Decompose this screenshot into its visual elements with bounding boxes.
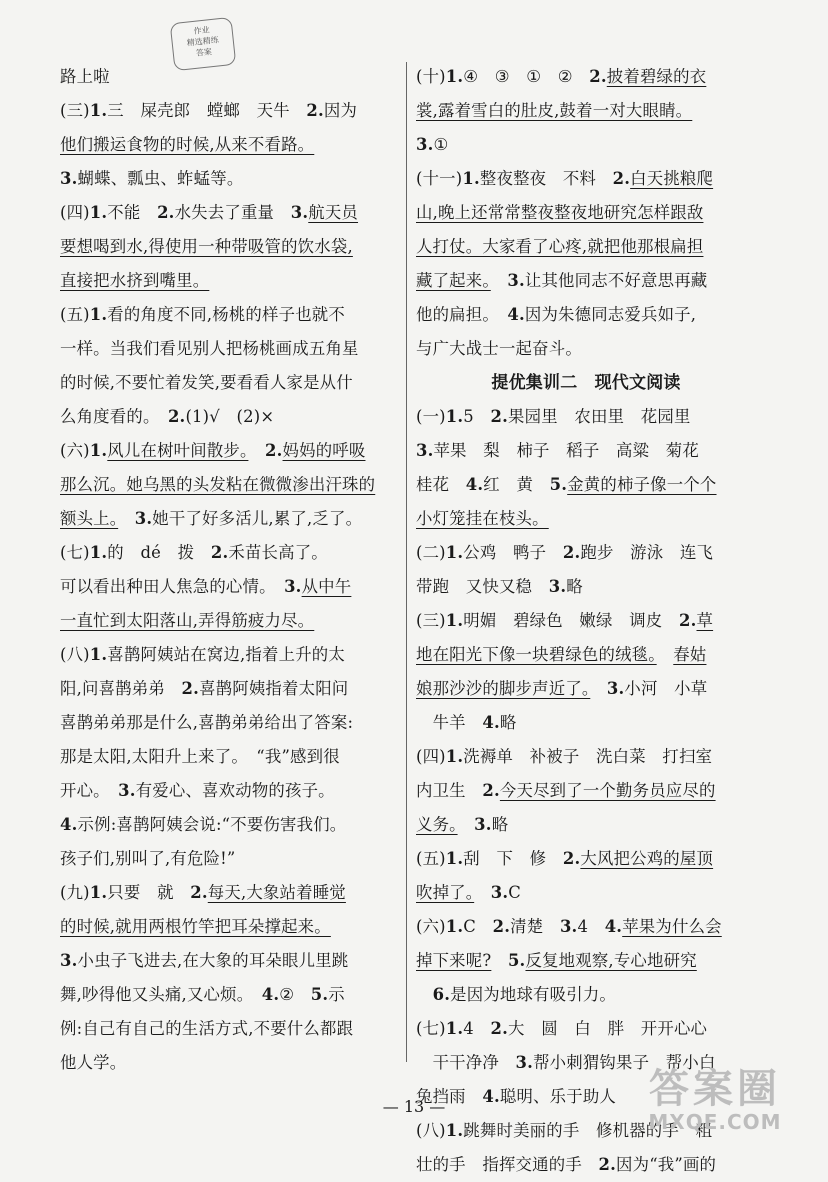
right-line: 吹掉了。 3.C <box>416 883 522 902</box>
left-line: 一样。当我们看见别人把杨桃画成五角星 <box>60 339 359 358</box>
right-line: 小灯笼挂在枝头。 <box>416 509 549 528</box>
right-line: 6.是因为地球有吸引力。 <box>432 985 617 1004</box>
right-line: (五)1.刮 下 修 2.大风把公鸡的屋顶 <box>416 849 714 868</box>
right-line: 3.苹果 梨 柿子 稻子 高粱 菊花 <box>416 441 699 460</box>
left-line: 要想喝到水,得使用一种带吸管的饮水袋, <box>60 237 353 256</box>
left-line: (九)1.只要 就 2.每天,大象站着睡觉 <box>60 883 346 902</box>
right-line: 提优集训二 现代文阅读 <box>491 373 681 393</box>
left-line: 路上啦 <box>60 67 110 86</box>
left-line: 那么沉。她乌黑的头发粘在微微渗出汗珠的 <box>60 475 376 494</box>
left-line: (六)1.风儿在树叶间散步。 2.妈妈的呼吸 <box>60 441 366 460</box>
right-line: 地在阳光下像一块碧绿色的绒毯。 春姑 <box>416 645 707 664</box>
stamp-logo: 作业 精选精练 答案 <box>170 17 237 71</box>
left-line: 他们搬运食物的时候,从来不看路。 <box>60 135 315 154</box>
left-line: 喜鹊弟弟那是什么,喜鹊弟弟给出了答案: <box>60 713 354 732</box>
right-line: (七)1.4 2.大 圆 白 胖 开开心心 <box>416 1019 708 1038</box>
left-line: 额头上。 3.她干了好多活儿,累了,乏了。 <box>60 509 363 528</box>
left-line: (五)1.看的角度不同,杨桃的样子也就不 <box>60 305 345 324</box>
right-line: 3.① <box>416 135 449 154</box>
right-line: 桂花 4.红 黄 5.金黄的柿子像一个个 <box>416 475 717 494</box>
right-line: 藏了起来。 3.让其他同志不好意思再藏 <box>416 271 708 290</box>
right-line: (一)1.5 2.果园里 农田里 花园里 <box>416 407 691 426</box>
left-line: (三)1.三 屎壳郎 螳螂 天牛 2.因为 <box>60 101 358 120</box>
left-line: 舞,吵得他又头痛,又心烦。 4.② 5.示 <box>60 985 345 1004</box>
right-line: 带跑 又快又稳 3.略 <box>416 577 583 596</box>
left-line: 那是太阳,太阳升上来了。 “我”感到很 <box>60 747 340 766</box>
column-divider <box>406 62 407 1062</box>
right-line: (十一)1.整夜整夜 不料 2.白天挑粮爬 <box>416 169 714 188</box>
right-line: (十)1.④ ③ ① ② 2.披着碧绿的衣 <box>416 67 707 86</box>
right-line: (六)1.C 2.清楚 3.4 4.苹果为什么会 <box>416 917 722 936</box>
left-line: 直接把水挤到嘴里。 <box>60 271 210 290</box>
right-line: (四)1.洗褥单 补被子 洗白菜 打扫室 <box>416 747 713 766</box>
left-line: 开心。 3.有爱心、喜欢动物的孩子。 <box>60 781 335 800</box>
right-line: 与广大战士一起奋斗。 <box>416 339 582 358</box>
left-line: (七)1.的 dé 拨 2.禾苗长高了。 <box>60 543 328 562</box>
left-line: 么角度看的。 2.(1)√ (2)× <box>60 407 275 426</box>
right-line: (三)1.明媚 碧绿色 嫩绿 调皮 2.草 <box>416 611 714 630</box>
right-line: 裳,露着雪白的肚皮,鼓着一对大眼睛。 <box>416 101 693 120</box>
left-line: 的时候,不要忙着发笑,要看看人家是从什 <box>60 373 353 392</box>
left-line: 可以看出种田人焦急的心情。 3.从中午 <box>60 577 352 596</box>
right-line: 内卫生 2.今天尽到了一个勤务员应尽的 <box>416 781 716 800</box>
right-line: (八)1.跳舞时美丽的手 修机器的手 粗 <box>416 1121 713 1140</box>
right-line: 兔挡雨 4.聪明、乐于助人 <box>416 1087 617 1106</box>
left-line: (四)1.不能 2.水失去了重量 3.航天员 <box>60 203 359 222</box>
left-line: 4.示例:喜鹊阿姨会说:“不要伤害我们。 <box>60 815 347 834</box>
right-line: 掉下来呢? 5.反复地观察,专心地研究 <box>416 951 697 970</box>
left-line: 例:自己有自己的生活方式,不要什么都跟 <box>60 1019 354 1038</box>
right-line: 他的扁担。 4.因为朱德同志爱兵如子, <box>416 305 697 324</box>
right-column <box>416 60 756 1182</box>
left-column <box>60 60 405 1080</box>
right-line: 牛羊 4.略 <box>416 713 517 732</box>
right-line: 义务。 3.略 <box>416 815 509 834</box>
left-line: 孩子们,别叫了,有危险!” <box>60 849 236 868</box>
right-line: 娘那沙沙的脚步声近了。 3.小河 小草 <box>416 679 708 698</box>
right-line: 山,晚上还常常整夜整夜地研究怎样跟敌 <box>416 203 704 222</box>
right-line: 干干净净 3.帮小刺猬钩果子 帮小白 <box>416 1053 716 1072</box>
left-line: 的时候,就用两根竹竿把耳朵撑起来。 <box>60 917 331 936</box>
left-line: (八)1.喜鹊阿姨站在窝边,指着上升的太 <box>60 645 345 664</box>
left-line: 3.蝴蝶、瓢虫、蚱蜢等。 <box>60 169 244 188</box>
right-line: (二)1.公鸡 鸭子 2.跑步 游泳 连飞 <box>416 543 714 562</box>
right-line: 人打仗。大家看了心疼,就把他那根扁担 <box>416 237 704 256</box>
page-number: — 13 — <box>382 1097 446 1116</box>
left-line: 阳,问喜鹊弟弟 2.喜鹊阿姨指着太阳问 <box>60 679 349 698</box>
left-line: 他人学。 <box>60 1053 127 1072</box>
left-line: 一直忙到太阳落山,弄得筋疲力尽。 <box>60 611 315 630</box>
right-line: 壮的手 指挥交通的手 2.因为“我”画的 <box>416 1155 717 1174</box>
left-line: 3.小虫子飞进去,在大象的耳朵眼儿里跳 <box>60 951 349 970</box>
watermark-logo: 答案圈 MXQE.COM <box>648 1066 782 1134</box>
